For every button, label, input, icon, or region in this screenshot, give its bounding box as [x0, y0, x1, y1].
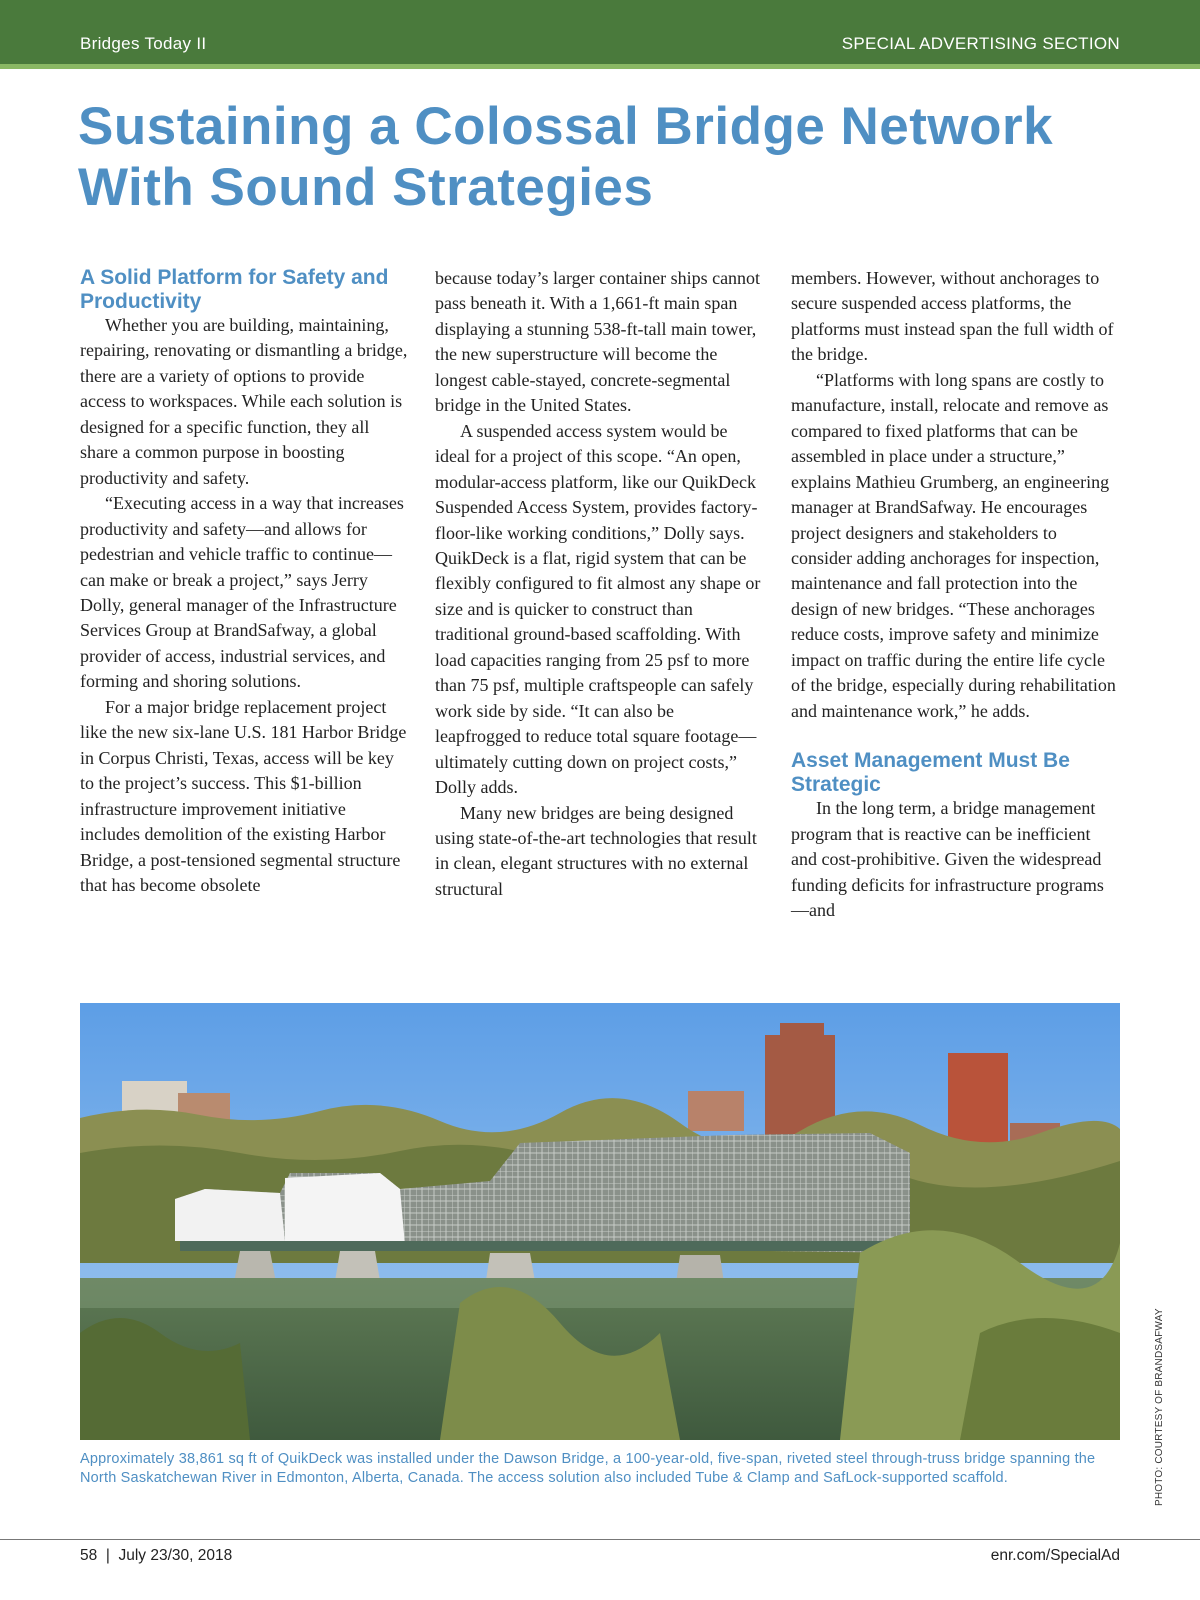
photo-credit: PHOTO: COURTESY OF BRANDSAFWAY [1154, 1308, 1165, 1506]
footer-rule [0, 1539, 1200, 1540]
body-paragraph: “Executing access in a way that increases productivity and safety—and allows for pedestrian and vehicle traffic to continue—can make or break a project,” says Jerry Dolly, general manager of the Infrastructure Services Group at BrandSafway, a global provider of access, industrial services, and forming and shoring solutions. [80, 493, 404, 692]
photo-caption: Approximately 38,861 sq ft of QuikDeck was installed under the Dawson Bridge, a 100-year-old, five-span, riveted steel through-truss bridge spanning the North Saskatchewan River in Edmonton, Alberta, Canada. The access solution also included Tube & Clamp and SafLock-supported scaffold. [80, 1451, 1096, 1486]
title-line-2: With Sound Strategies [78, 158, 654, 217]
header-band [0, 0, 1200, 64]
article-title [78, 96, 1138, 218]
body-paragraph: Many new bridges are being designed using state-of-the-art technologies that result in clean, elegant structures with no external structural [435, 802, 757, 899]
subhead-asset-management: Asset Management Must Be Strategic [791, 749, 1070, 796]
subhead-solid-platform: A Solid Platform for Safety and Productivity [80, 266, 389, 313]
body-paragraph: Whether you are building, maintaining, repairing, renovating or dismantling a bridge, there are a variety of options to provide access to workspaces. While each solution is designed for a specific function, they all share a common purpose in boosting productivity and safety. [80, 315, 408, 488]
publication-name: Bridges Today II [80, 34, 207, 53]
footer-url[interactable]: enr.com/SpecialAd [990, 1547, 1120, 1564]
header-accent-line [0, 64, 1200, 69]
section-label: SPECIAL ADVERTISING SECTION [841, 34, 1120, 53]
body-paragraph: members. However, without anchorages to secure suspended access platforms, the platforms must instead span the full width of the bridge. [791, 268, 1114, 365]
article-body [80, 266, 1122, 986]
body-paragraph: “Platforms with long spans are costly to manufacture, install, relocate and remove as compared to fixed platforms that can be assembled in place under a structure,” explains Mathieu Grumberg, an engineering manager at BrandSafway. He encourages project designers and stakeholders to consider adding anchorages for inspection, maintenance and fall protection into the design of new bridges. “These anchorages reduce costs, improve safety and minimize impact on traffic during the entire life cycle of the bridge, especially during rehabilitation and maintenance work,” he adds. [791, 369, 1116, 721]
column-2 [435, 266, 763, 902]
body-paragraph: For a major bridge replacement project like the new six-lane U.S. 181 Harbor Bridge in Corpus Christi, Texas, access will be key to the project’s success. This $1-billion infrastructure improvement initiative includes demolition of the existing Harbor Bridge, a post-tensioned segmental structure that has become obsolete [80, 696, 407, 895]
page-info: 58 | July 23/30, 2018 [80, 1547, 233, 1564]
body-paragraph: because today’s larger container ships cannot pass beneath it. With a 1,661-ft main span displaying a stunning 538-ft-tall main tower, the new superstructure will become the longest cable-stayed, concrete-segmental bridge in the United States. [435, 268, 761, 416]
body-paragraph: A suspended access system would be ideal for a project of this scope. “An open, modular-access platform, like our QuikDeck Suspended Access System, provides factory-floor-like working conditions,” Dolly says. QuikDeck is a flat, rigid system that can be flexibly configured to fit almost any shape or size and is quicker to construct than traditional ground-based scaffolding. With load capacities ranging from 25 psf to more than 75 psf, multiple craftspeople can safely work side by side. “It can also be leapfrogged to reduce total square footage—ultimately cutting down on project costs,” Dolly adds. [435, 420, 761, 798]
body-paragraph: In the long term, a bridge management program that is reactive can be inefficient and cost-prohibitive. Given the widespread funding deficits for infrastructure programs—and [791, 798, 1104, 920]
column-1 [80, 266, 408, 898]
bridge-photo [80, 1003, 1120, 1440]
title-line-1: Sustaining a Colossal Bridge Network [78, 97, 1054, 156]
column-3 [791, 266, 1119, 923]
